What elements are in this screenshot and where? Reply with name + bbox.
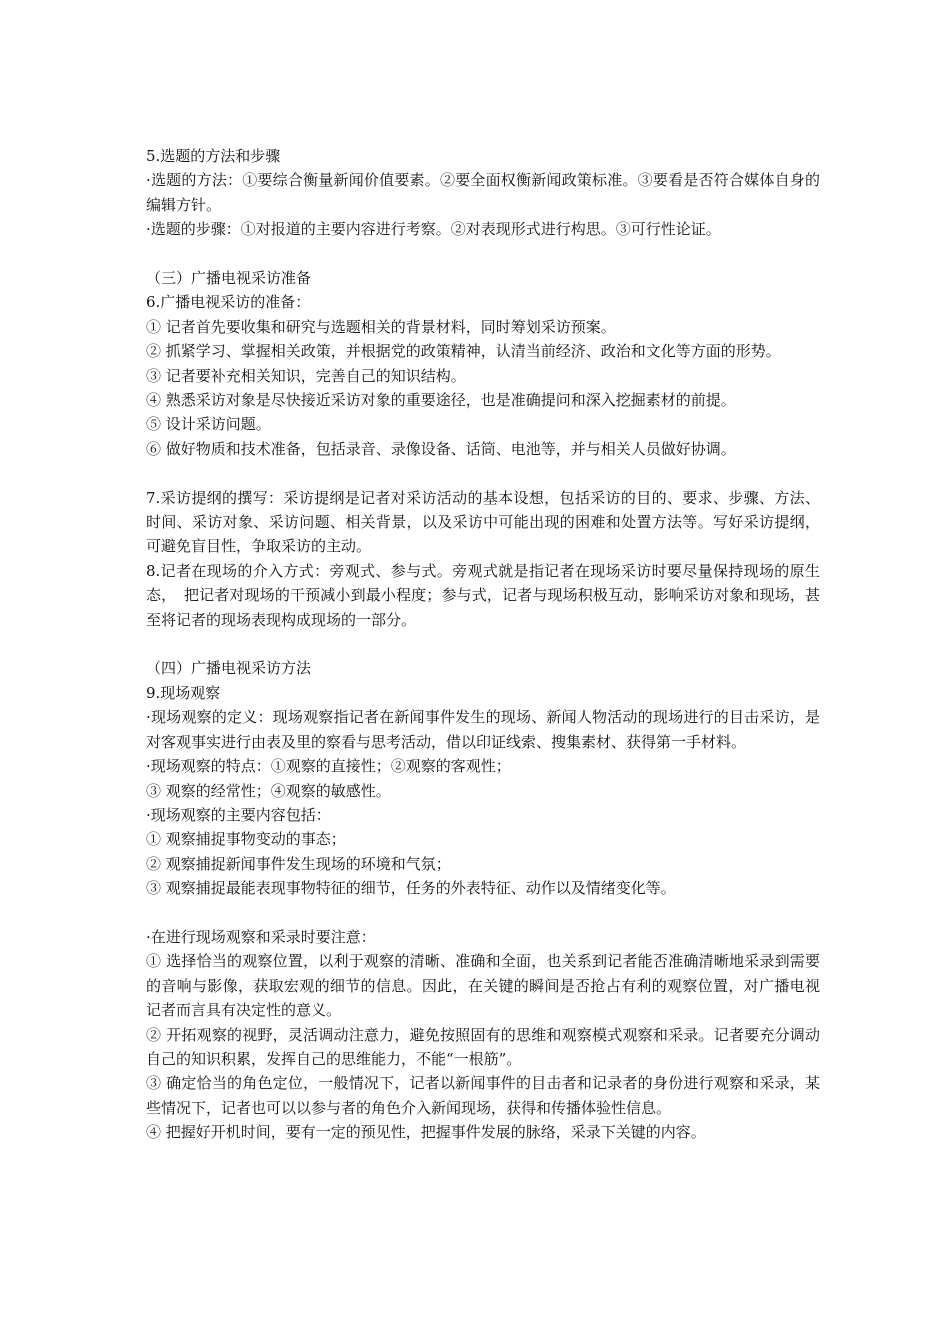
list-item: ③ 观察的经常性；④观察的敏感性。 bbox=[146, 781, 391, 800]
paragraph-8: 8.记者在现场的介入方式：旁观式、参与式。旁观式就是指记者在现场采访时要尽量保持现场的原生态， 把记者对现场的干预减小到最小程度；参与式，记者与现场积极互动，影响采访对象和现场，甚至将记者的现场表现构成现场的一部分。 bbox=[146, 561, 820, 629]
paragraph-7: 7.采访提纲的撰写：采访提纲是记者对采访活动的基本设想，包括采访的目的、要求、步骤、方法、时间、采访对象、采访问题、相关背景，以及采访中可能出现的困难和处置方法等。写好采访提纲，可避免盲目性，争取采访的主动。 bbox=[146, 488, 820, 556]
heading-5: 5.选题的方法和步骤 bbox=[146, 147, 281, 165]
list-item: ① 观察捕捉事物变动的事态； bbox=[146, 830, 346, 849]
paragraph-topic-methods: ·选题的方法：①要综合衡量新闻价值要素。②要全面权衡新闻政策标准。③要看是否符合媒体自身的编辑方针。 bbox=[146, 171, 820, 214]
paragraph-topic-steps: ·选题的步骤：①对报道的主要内容进行考察。②对表现形式进行构思。③可行性论证。 bbox=[146, 220, 721, 239]
paragraph-observation-definition: ·现场观察的定义：现场观察指记者在新闻事件发生的现场、新闻人物活动的现场进行的目击采访，是对客观事实进行由表及里的察看与思考活动，借以印证线索、搜集素材、获得第一手材料。 bbox=[146, 708, 820, 751]
list-item: ① 选择恰当的观察位置，以利于观察的清晰、准确和全面，也关系到记者能否准确清晰地采录到需要的音响与影像，获取宏观的细节的信息。因此，在关键的瞬间是否抢占有利的观察位置，对广播电视记者而言具有决定性的意义。 bbox=[146, 952, 820, 1020]
blank-line bbox=[146, 632, 820, 656]
list-item: ② 观察捕捉新闻事件发生现场的环境和气氛； bbox=[146, 854, 451, 873]
list-item: ⑤ 设计采访问题。 bbox=[146, 415, 271, 434]
blank-line bbox=[146, 242, 820, 266]
section-heading-4: （四）广播电视采访方法 bbox=[146, 659, 312, 678]
list-item: ③ 确定恰当的角色定位，一般情况下，记者以新闻事件的目击者和记录者的身份进行观察和采录，某些情况下，记者也可以以参与者的角色介入新闻现场，获得和传播体验性信息。 bbox=[146, 1074, 820, 1117]
list-item: ⑥ 做好物质和技术准备，包括录音、录像设备、话筒、电池等，并与相关人员做好协调。 bbox=[146, 439, 736, 458]
list-item: ③ 记者要补充相关知识，完善自己的知识结构。 bbox=[146, 366, 466, 385]
paragraph-observation-content: ·现场观察的主要内容包括： bbox=[146, 805, 331, 824]
heading-9: 9.现场观察 bbox=[146, 683, 221, 702]
blank-line bbox=[146, 461, 820, 485]
list-item: ② 抓紧学习、掌握相关政策，并根据党的政策精神，认清当前经济、政治和文化等方面的形势。 bbox=[146, 342, 781, 361]
section-heading-3: （三）广播电视采访准备 bbox=[146, 269, 312, 288]
list-item: ③ 观察捕捉最能表现事物特征的细节，任务的外表特征、动作以及情绪变化等。 bbox=[146, 879, 676, 898]
list-item: ② 开拓观察的视野，灵活调动注意力，避免按照固有的思维和观察模式观察和采录。记者要充分调动自己的知识积累，发挥自己的思维能力，不能“一根筋”。 bbox=[146, 1025, 820, 1068]
heading-6: 6.广播电视采访的准备： bbox=[146, 293, 311, 312]
list-item: ④ 熟悉采访对象是尽快接近采访对象的重要途径，也是准确提问和深入挖掘素材的前提。 bbox=[146, 391, 736, 410]
paragraph-observation-notes: ·在进行现场观察和采录时要注意： bbox=[146, 927, 376, 946]
list-item: ① 记者首先要收集和研究与选题相关的背景材料，同时筹划采访预案。 bbox=[146, 317, 616, 336]
blank-line bbox=[146, 901, 820, 925]
paragraph-observation-features: ·现场观察的特点：①观察的直接性；②观察的客观性； bbox=[146, 757, 511, 776]
list-item: ④ 把握好开机时间，要有一定的预见性，把握事件发展的脉络，采录下关键的内容。 bbox=[146, 1123, 706, 1142]
